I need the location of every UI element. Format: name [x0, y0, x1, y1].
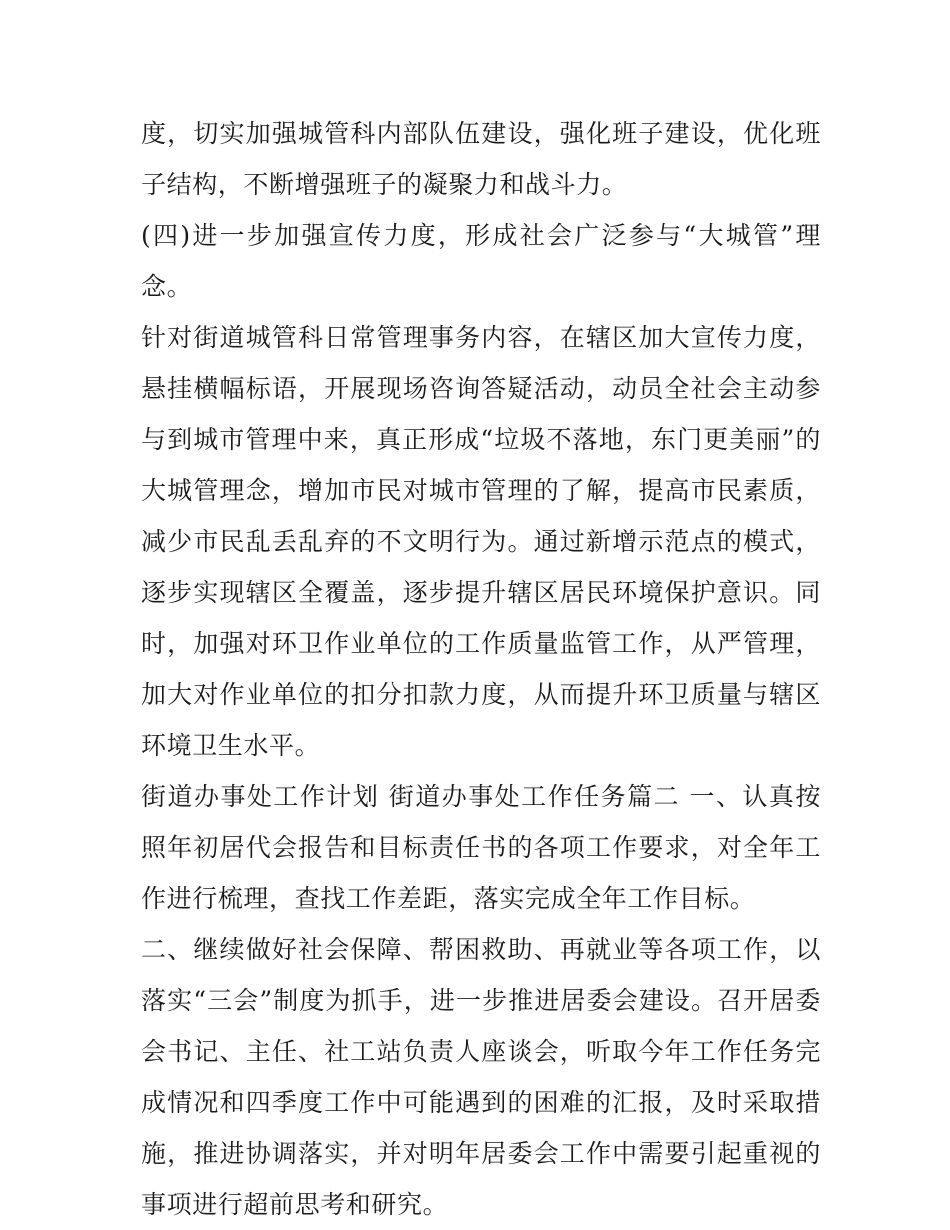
- paragraph-section-heading: (四)进一步加强宣传力度，形成社会广泛参与“大城管”理念。: [141, 221, 821, 301]
- paragraph-social-security: 二、继续做好社会保障、帮困救助、再就业等各项工作，以落实“三会”制度为抓手，进一步推进居委会建设。召开居委会书记、主任、社工站负责人座谈会，听取今年工作任务完成情况和四季度工作中可能遇到的困难的汇报，及时采取措施，推进协调落实，并对明年居委会工作中需要引起重视的事项进行超前思考和研究。: [141, 935, 821, 1219]
- document-body: [141, 108, 821, 1230]
- paragraph-plan-part-two: 街道办事处工作计划 街道办事处工作任务篇二 一、认真按照年初居代会报告和目标责任书的各项工作要求，对全年工作进行梳理，查找工作差距，落实完成全年工作目标。: [141, 782, 821, 913]
- paragraph-continuation: 度，切实加强城管科内部队伍建设，强化班子建设，优化班子结构，不断增强班子的凝聚力和战斗力。: [141, 119, 821, 199]
- paragraph-publicity: 针对街道城管科日常管理事务内容，在辖区加大宣传力度，悬挂横幅标语，开展现场咨询答疑活动，动员全社会主动参与到城市管理中来，真正形成“垃圾不落地，东门更美丽”的大城管理念，增加市民对城市管理的了解，提高市民素质，减少市民乱丢乱弃的不文明行为。通过新增示范点的模式，逐步实现辖区全覆盖，逐步提升辖区居民环境保护意识。同时，加强对环卫作业单位的工作质量监管工作，从严管理，加大对作业单位的扣分扣款力度，从而提升环卫质量与辖区环境卫生水平。: [141, 323, 821, 760]
